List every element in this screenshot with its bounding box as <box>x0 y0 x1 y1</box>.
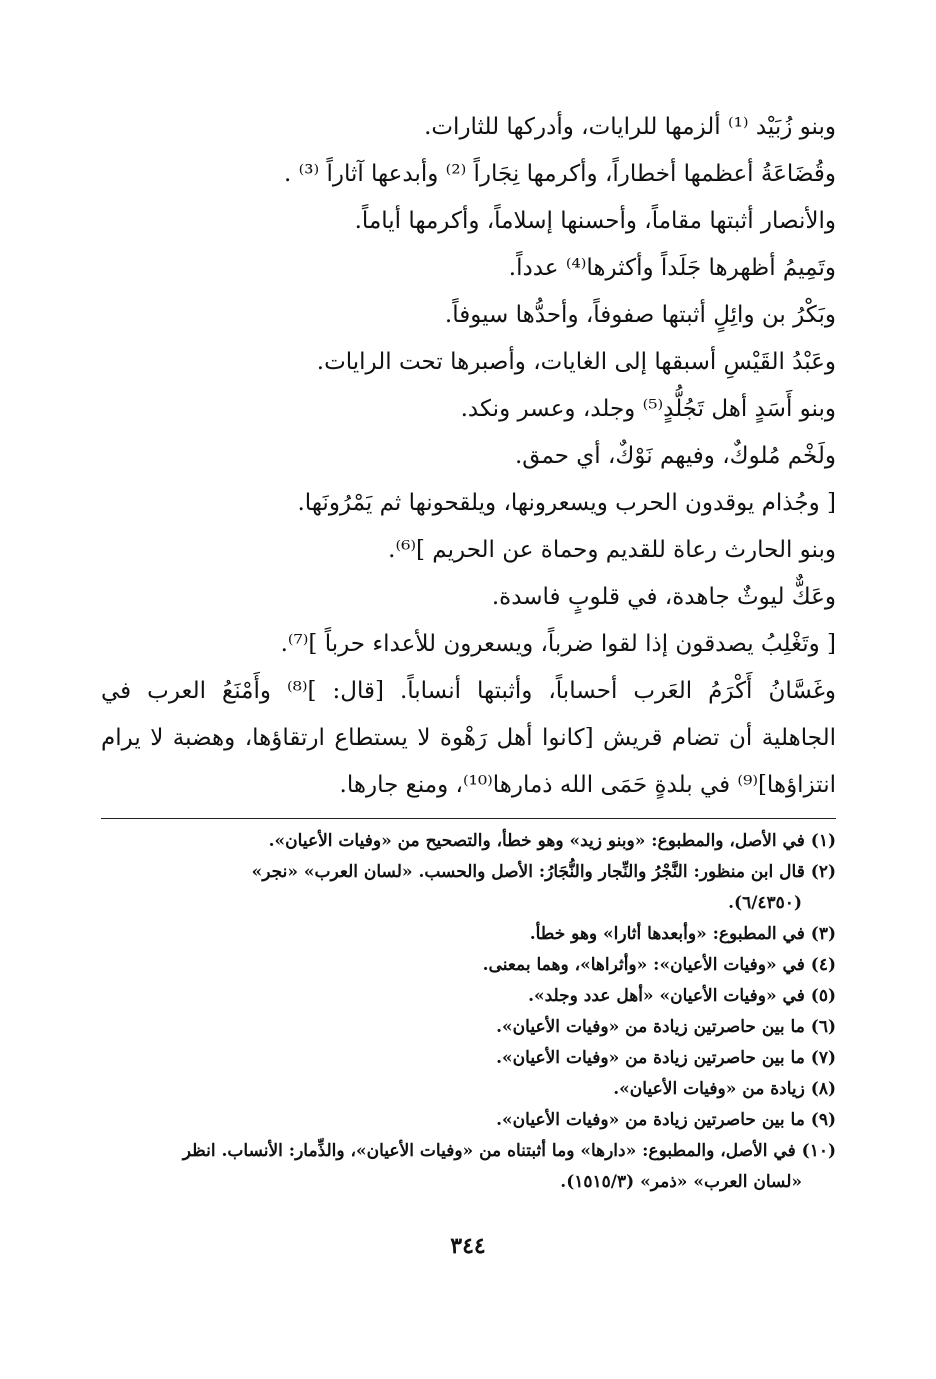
footnote-line: «لسان العرب» «ذمر» (١٥١٥/٣). <box>560 1172 802 1192</box>
footnote-7 <box>101 1043 836 1074</box>
footnote-2 <box>101 857 836 919</box>
body-line: وبَكْرُ بن وائِلٍ أثبتها صفوفاً، وأحدُّها سيوفاً. <box>444 302 836 328</box>
footnotes <box>101 826 836 1198</box>
footnote-line: (٥) في «وفيات الأعيان» «أهل عدد وجلد». <box>528 986 836 1006</box>
footnote-4 <box>101 950 836 981</box>
body-line: [ وتَغْلِبُ يصدقون إذا لقوا ضرباً، ويسعرون للأعداء حرباً ]⁽⁷⁾. <box>280 631 836 657</box>
footnote-8 <box>101 1074 836 1105</box>
footnote-5 <box>101 981 836 1012</box>
footnote-line: (٢) قال ابن منظور: النَّجْرُ والنِّجار والنُّجَارُ: الأصل والحسب. «لسان العرب» «نجر» <box>251 862 836 882</box>
footnote-9 <box>101 1105 836 1136</box>
body-text <box>101 104 836 809</box>
body-line: وبنو زُبَيْد ⁽¹⁾ ألزمها للرايات، وأدركها للثارات. <box>424 114 836 140</box>
footnote-6 <box>101 1012 836 1043</box>
footnote-line: (٨) زيادة من «وفيات الأعيان». <box>613 1079 836 1099</box>
footnote-line: (٦) ما بين حاصرتين زيادة من «وفيات الأعيان». <box>496 1017 836 1037</box>
footnote-divider <box>101 818 836 819</box>
body-line: ولَخْم مُلوكٌ، وفيهم نَوْكٌ، أي حمق. <box>514 443 836 469</box>
footnote-3 <box>101 919 836 950</box>
footnote-line: (١) في الأصل، والمطبوع: «وبنو زيد» وهو خطأ، والتصحيح من «وفيات الأعيان». <box>268 831 836 851</box>
body-line: وتَمِيمُ أظهرها جَلَداً وأكثرها⁽⁴⁾ عدداً. <box>508 255 836 281</box>
body-line: والأنصار أثبتها مقاماً، وأحسنها إسلاماً، وأكرمها أياماً. <box>354 208 836 234</box>
body-line: [ وجُذام يوقدون الحرب ويسعرونها، ويلقحونها ثم يَمْرُونَها. <box>297 490 836 516</box>
body-line: وبنو أَسَدٍ أهل تَجُلُّدٍ⁽⁵⁾ وجلد، وعسر ونكد. <box>460 396 836 422</box>
body-line: وعَبْدُ القَيْسِ أسبقها إلى الغايات، وأصبرها تحت الرايات. <box>316 349 836 375</box>
body-line: انتزاؤها]⁽⁹⁾ في بلدةٍ حَمَى الله ذمارها⁽¹⁰⁾، ومنع جارها. <box>339 772 836 798</box>
footnote-line: (٦/٤٣٥٠). <box>728 893 802 913</box>
body-line: وبنو الحارث رعاة للقديم وحماة عن الحريم ]⁽⁶⁾. <box>388 537 836 563</box>
footnote-line: (٣) في المطبوع: «وأبعدها أثارا» وهو خطأ. <box>529 924 836 944</box>
footnote-line: (٧) ما بين حاصرتين زيادة من «وفيات الأعيان». <box>496 1048 836 1068</box>
body-line: وقُضَاعَةُ أعظمها أخطاراً، وأكرمها نِجَاراً ⁽²⁾ وأبدعها آثاراً ⁽³⁾ . <box>283 161 836 187</box>
body-line: وعَكٌّ ليوثٌ جاهدة، في قلوبٍ فاسدة. <box>491 584 836 610</box>
page-number: ٣٤٤ <box>450 1233 486 1259</box>
body-line: وغَسَّانُ أَكْرَمُ العَرب أحساباً، وأثبتها أنساباً. [قال: ]⁽⁸⁾ وأَمْنَعُ العرب في <box>101 678 836 704</box>
footnote-line: (٤) في «وفيات الأعيان»: «وأثراها»، وهما بمعنى. <box>482 955 836 975</box>
body-line: الجاهلية أن تضام قريش [كانوا أهل رَهْوة لا يستطاع ارتقاؤها، وهضبة لا يرام <box>101 725 836 751</box>
footnote-line: (١٠) في الأصل، والمطبوع: «دارها» وما أثبتناه من «وفيات الأعيان»، والذِّمار: الأنساب. انظر <box>182 1141 836 1161</box>
footnote-1 <box>101 826 836 857</box>
footnote-line: (٩) ما بين حاصرتين زيادة من «وفيات الأعيان». <box>496 1110 836 1130</box>
footnote-10 <box>101 1136 836 1198</box>
